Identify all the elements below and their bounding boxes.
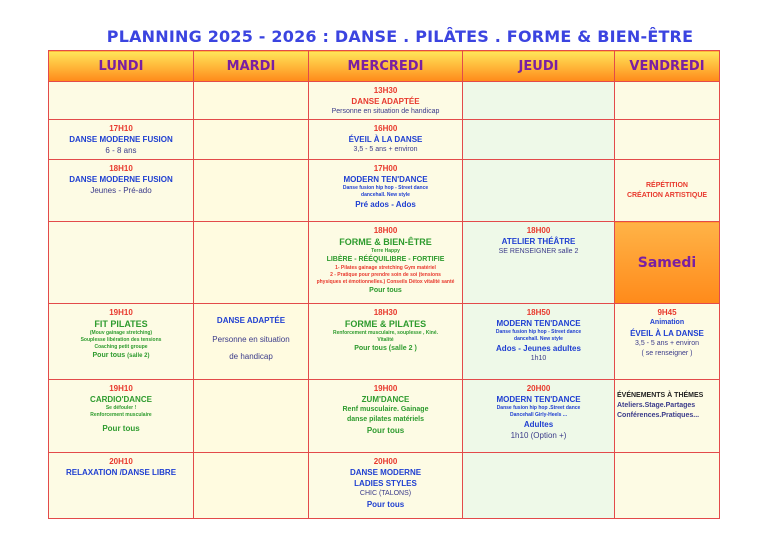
course-detail: 2 - Pratique pour prendre soin de soi (tensions xyxy=(330,272,441,278)
header-row xyxy=(49,51,720,82)
course-audience: Pour tous xyxy=(102,424,140,433)
course-detail: danse pilates matériels xyxy=(346,416,425,423)
course-time: 18H50 xyxy=(526,308,551,317)
cell-course xyxy=(309,304,463,380)
event-title: ÉVÉNEMENTS À THÉMES xyxy=(617,392,704,399)
course-name: DANSE MODERNE xyxy=(349,468,422,477)
course-detail: Terre Happy xyxy=(371,248,400,254)
cell-empty xyxy=(49,222,194,304)
course-name: MODERN TEN'DANCE xyxy=(343,175,428,184)
course-name: ATELIER THÉÂTRE xyxy=(501,237,576,246)
course-detail: 3,5 - 5 ans + environ xyxy=(353,146,418,153)
course-name: Animation xyxy=(649,319,685,326)
cell-course xyxy=(615,304,720,380)
day-header: VENDREDI xyxy=(615,51,720,82)
course-detail: SE RENSEIGNER salle 2 xyxy=(498,248,579,255)
course-name: DANSE ADAPTÉE xyxy=(216,316,286,325)
course-name: MODERN TEN'DANCE xyxy=(496,395,581,404)
course-audience xyxy=(51,351,191,361)
course-name: DANSE MODERNE FUSION xyxy=(69,135,173,144)
course-time: 9H45 xyxy=(657,308,677,317)
course-detail: Danse fusion hip hop - Street dance xyxy=(495,329,582,335)
saturday-header xyxy=(615,222,720,304)
day-header: MARDI xyxy=(194,51,309,82)
cell-course xyxy=(615,160,720,222)
cell-course xyxy=(463,222,615,304)
course-duration: 1h10 xyxy=(530,355,547,362)
table-row xyxy=(49,222,720,304)
course-detail: dancehall. New style xyxy=(514,336,563,342)
course-detail: 3,5 - 5 ans + environ xyxy=(634,340,699,347)
cell-empty xyxy=(463,453,615,519)
cell-course xyxy=(194,304,309,380)
course-name: RELAXATION /DANSE LIBRE xyxy=(65,468,177,477)
cell-empty xyxy=(194,453,309,519)
course-name: RÉPÉTITION xyxy=(645,181,688,189)
page-title: PLANNING 2025 - 2026 : DANSE . PILÂTES . FORME & BIEN-ÊTRE xyxy=(106,27,694,46)
cell-empty xyxy=(194,120,309,160)
course-detail: Danse fusion hip hop - Street dance xyxy=(342,185,429,191)
cell-course xyxy=(309,380,463,453)
table-row xyxy=(49,160,720,222)
course-detail: de handicap xyxy=(229,352,273,361)
cell-course xyxy=(309,222,463,304)
course-detail: Coaching petit groupe xyxy=(94,344,148,350)
course-time: 19H10 xyxy=(109,308,133,317)
course-audience: Pour tous xyxy=(369,287,402,294)
course-name: CARDIO'DANCE xyxy=(90,395,152,404)
table-row xyxy=(49,453,720,519)
cell-empty xyxy=(194,380,309,453)
course-detail: Renf musculaire. Gainage xyxy=(342,406,429,413)
course-time: 20H00 xyxy=(526,384,551,393)
course-audience: Pour tous xyxy=(366,426,405,435)
cell-empty xyxy=(463,120,615,160)
course-audience-label: Pour tous xyxy=(92,352,126,359)
course-time: 20H10 xyxy=(109,457,133,466)
cell-course xyxy=(49,304,194,380)
course-name: FORME & BIEN-ÊTRE xyxy=(339,237,432,247)
course-detail: Souplesse libération des tensions xyxy=(80,337,162,343)
table-row xyxy=(49,82,720,120)
course-time: 16H00 xyxy=(373,124,398,133)
course-audience: Pour tous (salle 2 ) xyxy=(354,345,417,352)
course-audience: Pré ados - Ados xyxy=(355,200,416,209)
course-name: FORME & PILATES xyxy=(344,319,427,329)
course-time: 17H00 xyxy=(373,164,398,173)
course-detail: Danse fusion hip hop .Street dance xyxy=(496,405,581,411)
course-name: DANSE ADAPTÉE xyxy=(351,97,420,106)
course-detail: 1- Pilates gainage stretching Gym matériel xyxy=(335,265,436,271)
schedule-table xyxy=(48,50,720,519)
course-time: 18H10 xyxy=(109,164,133,173)
day-header: JEUDI xyxy=(463,51,615,82)
course-time: 18H00 xyxy=(526,226,551,235)
course-detail: Personne en situation de handicap xyxy=(331,108,440,115)
course-audience: Ados - Jeunes adultes xyxy=(496,344,581,353)
day-header: LUNDI xyxy=(49,51,194,82)
table-row xyxy=(49,304,720,380)
course-time: 17H10 xyxy=(109,124,133,133)
course-time: 19H00 xyxy=(373,384,398,393)
cell-empty xyxy=(194,160,309,222)
course-detail: ( se renseigner ) xyxy=(641,350,693,357)
course-detail: CHIC (TALONS) xyxy=(359,490,412,497)
course-name: CRÉATION ARTISTIQUE xyxy=(626,191,708,199)
course-audience: Adultes xyxy=(523,420,554,429)
cell-course xyxy=(309,120,463,160)
course-name: ÉVEIL À LA DANSE xyxy=(348,135,423,144)
cell-empty xyxy=(463,160,615,222)
cell-course xyxy=(49,453,194,519)
cell-empty xyxy=(615,120,720,160)
course-detail: physiques et émotionnelles.) Conseils Détox vitalité santé xyxy=(316,279,455,285)
course-detail: 6 - 8 ans xyxy=(105,146,137,155)
course-detail: Renforcement musculaire xyxy=(90,412,152,418)
cell-course xyxy=(49,160,194,222)
course-time: 20H00 xyxy=(373,457,398,466)
course-time: 18H30 xyxy=(373,308,398,317)
saturday-label: Samedi xyxy=(637,254,697,271)
course-name: ZUM'DANCE xyxy=(361,395,410,404)
cell-course xyxy=(463,304,615,380)
cell-empty xyxy=(615,453,720,519)
course-detail: Se défouler ! xyxy=(105,405,137,411)
event-detail: Conférences.Pratiques... xyxy=(617,412,700,419)
course-detail: (Mouv gainage stretching) xyxy=(89,330,153,336)
table-row xyxy=(49,380,720,453)
cell-empty xyxy=(194,82,309,120)
course-name: FIT PILATES xyxy=(94,319,148,329)
course-duration: 1h10 (Option +) xyxy=(510,431,567,440)
event-detail: Ateliers.Stage.Partages xyxy=(617,402,696,409)
cell-empty xyxy=(615,82,720,120)
cell-empty xyxy=(194,222,309,304)
course-time: 18H00 xyxy=(373,226,398,235)
course-time: 19H10 xyxy=(109,384,133,393)
course-name: LADIES STYLES xyxy=(354,479,417,488)
cell-course xyxy=(309,82,463,120)
course-audience: Pour tous xyxy=(366,500,405,509)
course-name: ÉVEIL À LA DANSE xyxy=(630,329,704,338)
cell-course xyxy=(309,453,463,519)
cell-course xyxy=(615,380,720,453)
cell-empty xyxy=(49,82,194,120)
course-detail: Vitalité xyxy=(377,337,394,343)
cell-course xyxy=(49,380,194,453)
course-detail: dancehall. New style xyxy=(361,192,410,198)
course-detail: Jeunes - Pré-ado xyxy=(90,186,152,195)
cell-course xyxy=(309,160,463,222)
table-row xyxy=(49,120,720,160)
course-detail: LIBÈRE - RÉÉQUILIBRE - FORTIFIE xyxy=(326,256,445,263)
cell-empty xyxy=(463,82,615,120)
day-header: MERCREDI xyxy=(309,51,463,82)
course-detail: Dancehall Girly-Heels ... xyxy=(510,412,567,418)
cell-course xyxy=(49,120,194,160)
cell-course xyxy=(463,380,615,453)
course-name: DANSE MODERNE FUSION xyxy=(69,175,173,184)
course-room: (salle 2) xyxy=(127,353,150,359)
course-name: MODERN TEN'DANCE xyxy=(496,319,581,328)
course-detail: Personne en situation xyxy=(212,335,290,344)
course-detail: Renforcement musculaire, souplesse , Kiné. xyxy=(332,330,439,336)
course-time: 13H30 xyxy=(373,86,398,95)
